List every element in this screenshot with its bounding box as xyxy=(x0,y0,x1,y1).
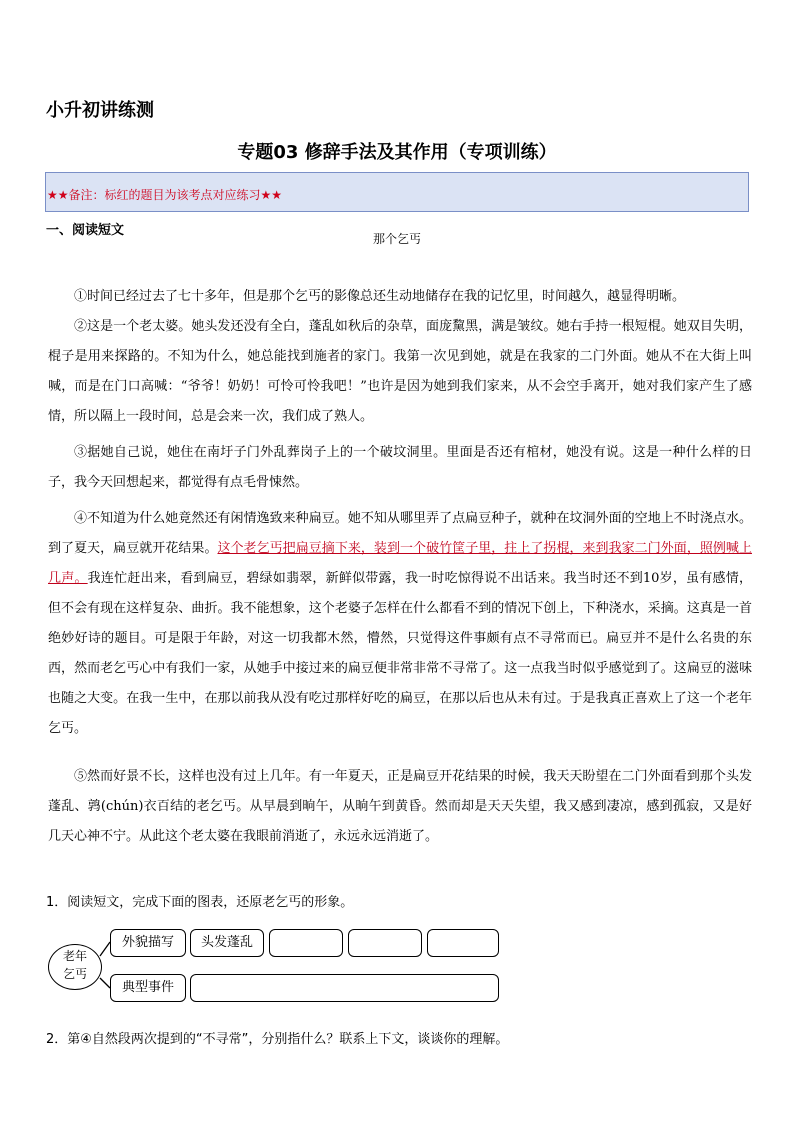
event-blank[interactable] xyxy=(190,974,499,1002)
question-1: 1．阅读短文，完成下面的图表，还原老乞丐的形象。 xyxy=(46,895,354,910)
paragraph-4-text-a: ④不知道为什么她竟然还有闲情逸致来种扁豆。她不知从哪里弄了点扁豆种子，就种在坟洞外面的空地上不时浇点水。到了夏天，扁豆就开花结果。 xyxy=(48,511,752,556)
passage-title: 那个乞丐 xyxy=(372,232,421,246)
note-text: ★★备注：标红的题目为该考点对应练习★★ xyxy=(47,188,283,202)
highlighted-sentence: 这个老乞丐把扁豆摘下来，装到一个破竹筐子里，拄上了拐棍，来到我家二门外面，照例喊上几声。 xyxy=(48,541,752,586)
question-2: 2．第④自然段两次提到的“不寻常”，分别指什么？联系上下文，谈谈你的理解。 xyxy=(46,1032,509,1047)
appearance-blank-3[interactable] xyxy=(427,929,499,957)
series-header: 小升初讲练测 xyxy=(46,100,154,121)
paragraph-1: ①时间已经过去了七十多年，但是那个乞丐的影像总还生动地储存在我的记忆里，时间越久，越显得明晰。 xyxy=(74,289,686,304)
paragraph-5: ⑤然而好景不长，这样也没有过上几年。有一年夏天，正是扁豆开花结果的时候，我天天盼望在二门外面看到那个头发蓬乱、鹑(chún)衣百结的老乞丐。从早晨到晌午，从晌午到黄昏。然而却是天天失望，我又感到凄凉，感到孤寂，又是好几天心神不宁。从此这个老太婆在我眼前消逝了，永远永远消逝了。 xyxy=(48,769,752,844)
center-label xyxy=(52,947,98,983)
appearance-blank-1[interactable] xyxy=(269,929,343,957)
paragraph-3: ③据她自己说，她住在南圩子门外乱葬岗子上的一个破坟洞里。里面是否还有棺材，她没有说。这是一种什么样的日子，我今天回想起来，都觉得有点毛骨悚然。 xyxy=(48,445,752,490)
appearance-example-box: 头发蓬乱 xyxy=(190,929,264,957)
paragraph-2: ②这是一个老太婆。她头发还没有全白，蓬乱如秋后的杂草，面庞黧黑，满是皱纹。她右手持一根短棍。她双目失明，棍子是用来探路的。不知为什么，她总能找到施者的家门。我第一次见到她，就是在我家的二门外面。她从不在大街上叫喊，而是在门口高喊：“爷爷！奶奶！可怜可怜我吧！”也许是因为她到我们家来，从不会空手离开，她对我们家产生了感情，所以隔上一段时间，总是会来一次，我们成了熟人。 xyxy=(48,319,752,424)
center-label-line-2: 乞丐 xyxy=(62,967,87,981)
document-title: 专题03 修辞手法及其作用（专项训练） xyxy=(237,142,557,163)
center-label-line-1: 老年 xyxy=(62,949,87,963)
section-heading: 一、阅读短文 xyxy=(46,223,125,238)
paragraph-4-text-b: 我连忙赶出来，看到扁豆，碧绿如翡翠，新鲜似带露，我一时吃惊得说不出话来。我当时还不到10岁，虽有感情，但不会有现在这样复杂、曲折。我不能想象，这个老婆子怎样在什么都看不到的情况下创上，下种浇水，采摘。这真是一首绝妙好诗的题目。可是限于年龄，对这一切我都木然，懵然，只觉得这件事颇有点不寻常而已。扁豆并不是什么名贵的东西，然而老乞丐心中有我们一家，从她手中接过来的扁豆便非常非常不寻常了。这一点我当时似乎感觉到了。这扁豆的滋味也随之大变。在我一生中，在那以前我从没有吃过那样好吃的扁豆，在那以后也从未有过。于是我真正喜欢上了这一个老年乞丐。 xyxy=(48,571,752,736)
appearance-label-box: 外貌描写 xyxy=(110,929,186,957)
event-label-box: 典型事件 xyxy=(110,974,186,1002)
appearance-blank-2[interactable] xyxy=(348,929,422,957)
